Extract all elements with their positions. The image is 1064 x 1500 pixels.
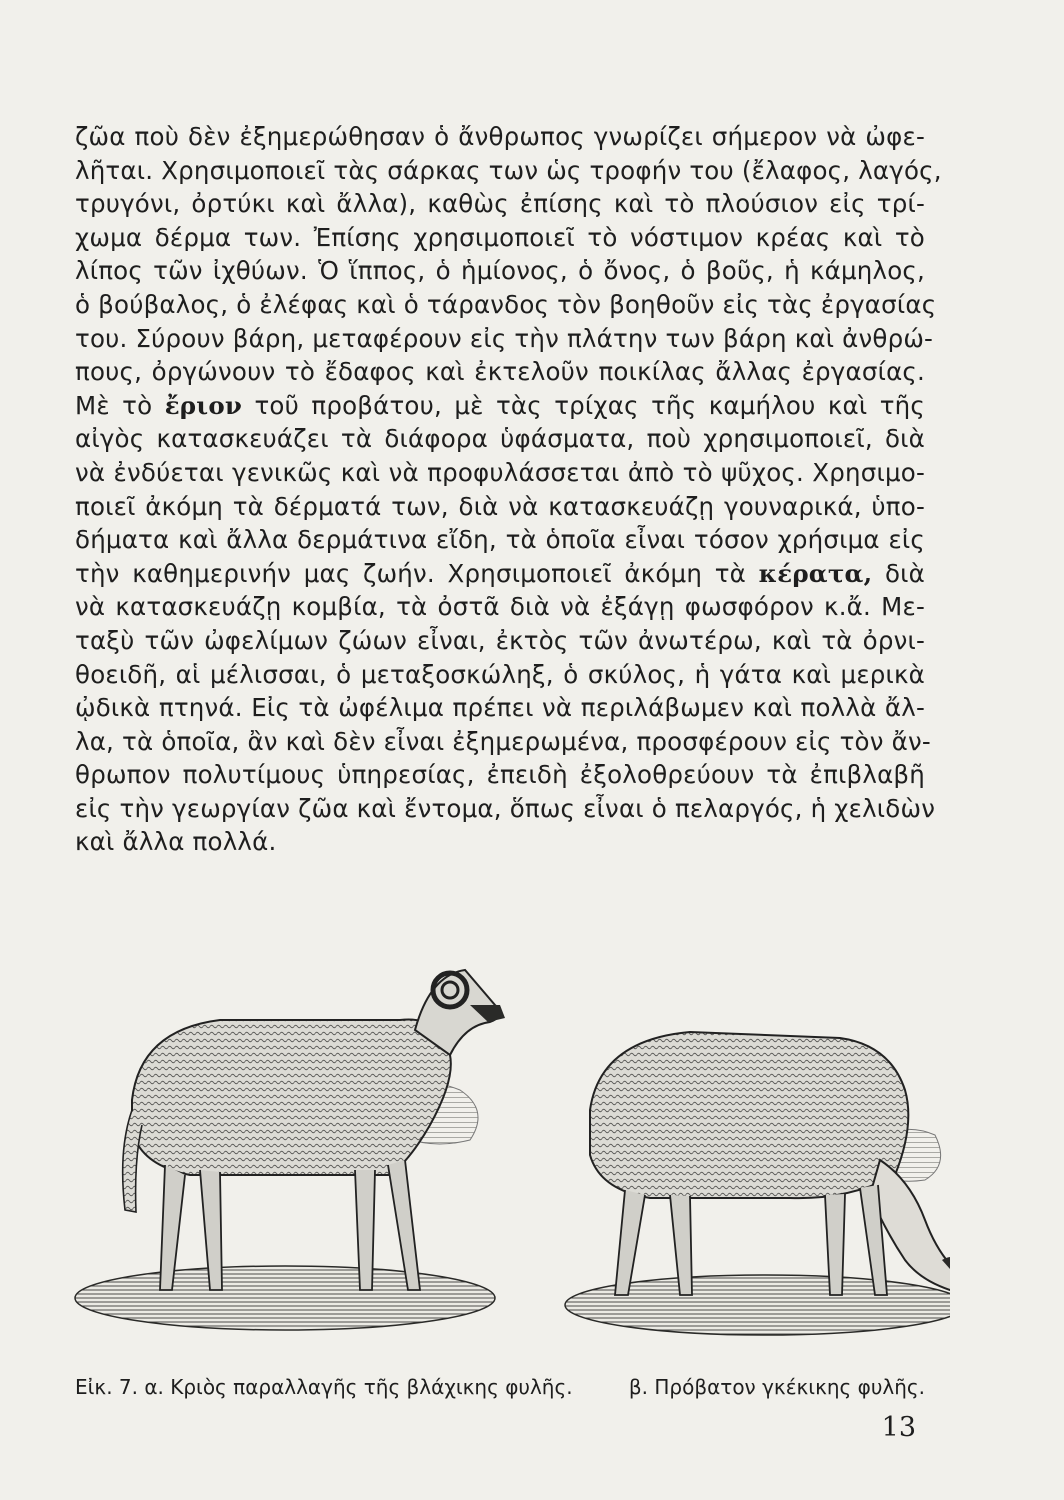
bold-term-horns: κέρατα, xyxy=(758,558,873,588)
text-line: ταξὺ τῶν ὠφελίμων ζώων εἶναι, ἐκτὸς τῶν ἀνωτέρω, καὶ τὰ ὀρνι- xyxy=(75,625,925,655)
text-line: θρωπον πολυτίμους ὑπηρεσίας, ἐπειδὴ ἐξολοθρεύουν τὰ ἐπιβλαβῆ xyxy=(75,760,925,790)
text-line: λα, τὰ ὁποῖα, ἂν καὶ δὲν εἶναι ἐξημερωμένα, προσφέρουν εἰς τὸν ἄν- xyxy=(75,726,931,756)
text-line: τρυγόνι, ὀρτύκι καὶ ἄλλα), καθὼς ἐπίσης καὶ τὸ πλούσιον εἰς τρί- xyxy=(75,189,925,219)
text-segment: τὴν καθημερινήν μας ζωήν. Χρησιμοποιεῖ ἀκόμη τὰ xyxy=(75,558,747,588)
text-line: ᾠδικὰ πτηνά. Εἰς τὰ ὠφέλιμα πρέπει νὰ περιλάβωμεν καὶ πολλὰ ἄλ- xyxy=(75,693,925,723)
text-line: του. Σύρουν βάρη, μεταφέρουν εἰς τὴν πλάτην των βάρη καὶ ἀνθρώ- xyxy=(75,323,934,353)
body-text xyxy=(75,120,942,859)
text-line: χωμα δέρμα των. Ἐπίσης χρησιμοποιεῖ τὸ νόστιμον κρέας καὶ τὸ xyxy=(75,222,925,252)
text-line: πους, ὀργώνουν τὸ ἔδαφος καὶ ἐκτελοῦν ποικίλας ἄλλας ἐργασίας. xyxy=(75,357,925,387)
caption-part-b: β. Πρόβατον γκέκικης φυλῆς. xyxy=(628,1375,925,1399)
text-segment: Μὲ τὸ xyxy=(75,390,153,420)
bold-term-wool: ἔριον xyxy=(164,390,243,420)
text-line: καὶ ἄλλα πολλά. xyxy=(75,827,277,857)
text-segment: τοῦ προβάτου, μὲ τὰς τρίχας τῆς καμήλου καὶ τῆς xyxy=(254,390,925,420)
text-line: εἰς τὴν γεωργίαν ζῶα καὶ ἔντομα, ὅπως εἶναι ὁ πελαργός, ἡ χελιδὼν xyxy=(75,793,936,823)
ram-figure xyxy=(75,970,505,1330)
text-line: νὰ ἐνδύεται γενικῶς καὶ νὰ προφυλάσσεται ἀπὸ τὸ ψῦχος. Χρησιμο- xyxy=(75,457,925,487)
text-line: ποιεῖ ἀκόμη τὰ δέρματά των, διὰ νὰ κατασκευάζῃ γουναρικά, ὑπο- xyxy=(75,491,925,521)
text-line: νὰ κατασκευάζῃ κομβία, τὰ ὀστᾶ διὰ νὰ ἐξάγῃ φωσφόρον κ.ἄ. Με- xyxy=(75,592,925,622)
text-line: θοειδῆ, αἱ μέλισσαι, ὁ μεταξοσκώληξ, ὁ σκύλος, ἡ γάτα καὶ μερικὰ xyxy=(75,659,925,689)
sheep-figure xyxy=(565,1032,950,1335)
sheep-illustration xyxy=(70,960,950,1355)
text-line: λίπος τῶν ἰχθύων. Ὁ ἵππος, ὁ ἡμίονος, ὁ ὄνος, ὁ βοῦς, ἡ κάμηλος, xyxy=(75,256,925,286)
text-line: δήματα καὶ ἄλλα δερμάτινα εἴδη, τὰ ὁποῖα εἶναι τόσον χρήσιμα εἰς xyxy=(75,525,925,555)
figure-caption xyxy=(75,1375,925,1399)
text-line: ζῶα ποὺ δὲν ἐξημερώθησαν ὁ ἄνθρωπος γνωρίζει σήμερον νὰ ὠφε- xyxy=(75,122,925,151)
text-line xyxy=(75,557,925,591)
text-line xyxy=(75,389,925,423)
text-segment: διὰ xyxy=(884,558,925,588)
text-line: αἰγὸς κατασκευάζει τὰ διάφορα ὑφάσματα, ποὺ χρησιμοποιεῖ, διὰ xyxy=(75,424,925,454)
caption-part-a: Εἰκ. 7. α. Κριὸς παραλλαγῆς τῆς βλάχικης φυλῆς. xyxy=(75,1375,573,1399)
text-line: ὁ βούβαλος, ὁ ἐλέφας καὶ ὁ τάρανδος τὸν βοηθοῦν εἰς τὰς ἐργασίας xyxy=(75,289,937,319)
text-line: λῆται. Χρησιμοποιεῖ τὰς σάρκας των ὡς τροφήν του (ἔλαφος, λαγός, xyxy=(75,155,942,185)
page-number: 13 xyxy=(881,1412,916,1443)
